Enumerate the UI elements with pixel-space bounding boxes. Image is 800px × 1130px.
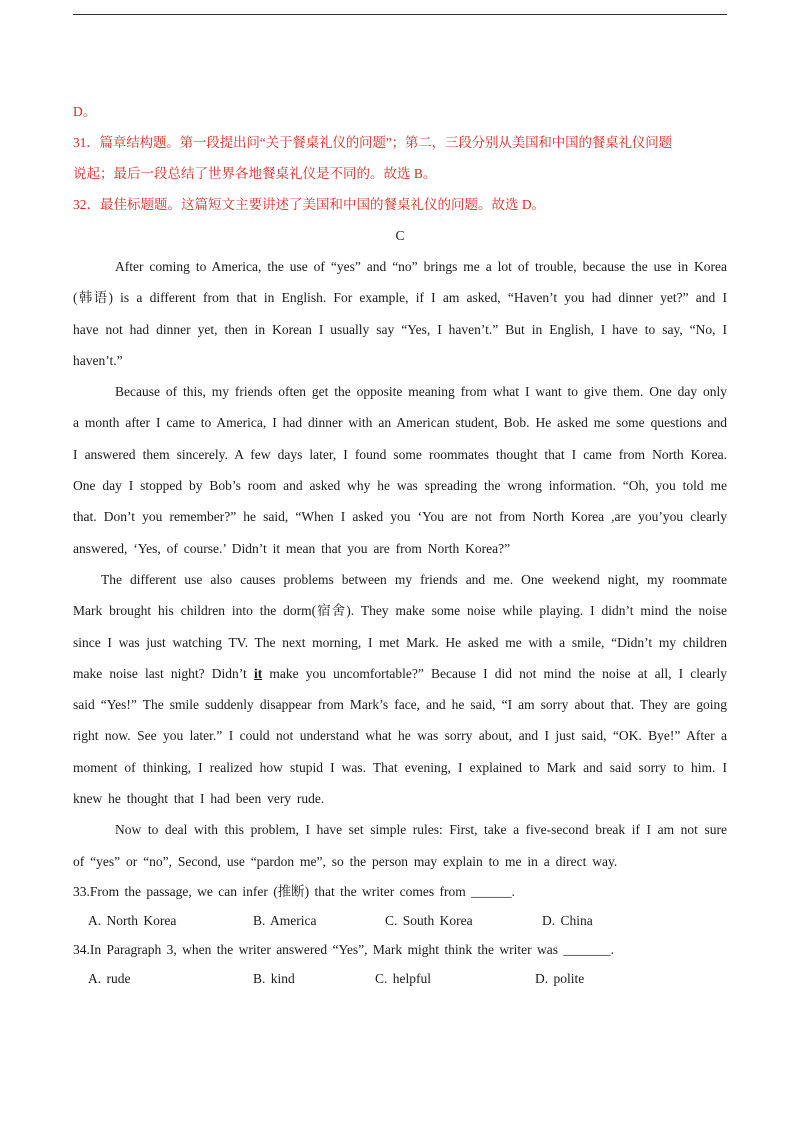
question-33-options (73, 906, 727, 935)
option-c: C. helpful (375, 970, 431, 986)
passage-paragraph-2: Because of this, my friends often get the opposite meaning from what I want to give them. One day only a month after I came to America, I had dinner with an American student, Bob. He asked me some questions and I answered them sincerely. A few days later, I found some roommates thought that I came from North Korea. One day I stopped by Bob’s room and asked why he was spreading the wrong information. “Oh, you told me that. Don’t you remember?” he said, “When I asked you ‘You are not from North Korea ,are you’you clearly answered, ‘Yes, of course.’ Didn’t it mean that you are from North Korea?” (73, 384, 727, 556)
passage-paragraph-3: The different use also causes problems between my friends and me. One weekend night, my roommate Mark brought his children into the dorm(宿舍). They make some noise while playing. I didn’t mind the noise since I was just watching TV. The next morning, I met Mark. He asked me with a smile, “Didn’t my children make noise last night? Didn’t it make you uncomfortable?” Because I did not mind the noise at all, I clearly said “Yes!” The smile suddenly disappear from Mark’s face, and he said, “I am sorry about that. They are going right now. See you later.” I could not understand what he was sorry about, and I just said, “OK. Bye!” After a moment of thinking, I realized how stupid I was. That evening, I explained to Mark and said sorry to him. I knew he thought that I had been very rude. (73, 571, 727, 807)
option-a: A. rude (88, 970, 131, 986)
header-rule (73, 14, 727, 15)
option-a: A. North Korea (88, 912, 177, 928)
answer-31-line-2: 说起；最后一段总结了世界各地餐桌礼仪是不同的。故选 B。 (73, 166, 437, 181)
question-34-options (73, 964, 727, 993)
option-b: B. kind (253, 970, 295, 986)
underlined-word: it (253, 665, 263, 681)
page-content (73, 96, 727, 993)
answer-30-tail: D。 (73, 104, 97, 119)
question-33-stem: 33.From the passage, we can infer (推断) that the writer comes from ______. (73, 883, 516, 899)
section-letter: C (395, 228, 405, 243)
question-34-stem: 34.In Paragraph 3, when the writer answered “Yes”, Mark might think the writer was _______. (73, 941, 615, 957)
option-b: B. America (253, 912, 317, 928)
option-d: D. China (542, 912, 593, 928)
answer-31-line-1: 31．篇章结构题。第一段提出问“关于餐桌礼仪的问题”；第二，三段分别从美国和中国的餐桌礼仪问题 (73, 135, 672, 150)
option-d: D. polite (535, 970, 585, 986)
answer-32: 32．最佳标题题。这篇短文主要讲述了美国和中国的餐桌礼仪的问题。故选 D。 (73, 197, 546, 212)
option-c: C. South Korea (385, 912, 473, 928)
passage-paragraph-4: Now to deal with this problem, I have set simple rules: First, take a five-second break if I am not sure of “yes” or “no”, Second, use “pardon me”, so the person may explain to me in a direct way. (73, 822, 727, 869)
passage-paragraph-1: After coming to America, the use of “yes” and “no” brings me a lot of trouble, because the use in Korea (韩语) is a different from that in English. For example, if I am asked, “Haven’t you had dinner yet?” and I have not had dinner yet, then in Korean I usually say “Yes, I haven’t.” But in English, I have to say, “No, I haven’t.” (73, 259, 727, 368)
